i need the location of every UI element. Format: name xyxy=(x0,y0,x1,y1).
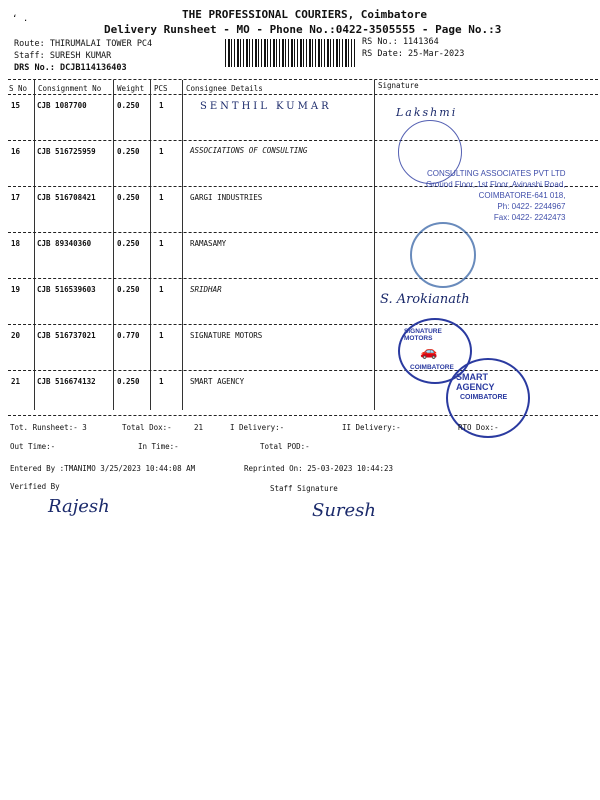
row-21-consignee: SMART AGENCY xyxy=(190,377,245,386)
col-sno: S No xyxy=(9,84,28,93)
rs-date: RS Date: 25-Mar-2023 xyxy=(362,49,465,59)
total-dox-value: 21 xyxy=(194,423,204,432)
row-16-cn: CJB 516725959 xyxy=(37,147,96,156)
row-19-sno: 19 xyxy=(11,285,21,294)
row-17-consignee: GARGI INDUSTRIES xyxy=(190,193,263,202)
row-15-pcs: 1 xyxy=(159,101,164,110)
signature-motors-city: COIMBATORE xyxy=(410,364,454,371)
round-stamp-green xyxy=(410,222,476,288)
consulting-line-4: Ph: 0422- 2244967 xyxy=(497,202,566,211)
row-19-weight: 0.250 xyxy=(117,285,140,294)
row-20-pcs: 1 xyxy=(159,331,164,340)
car-icon: 🚗 xyxy=(420,344,438,360)
signature-motors-label: SIGNATURE MOTORS xyxy=(404,328,442,342)
row-15-consignee-handwritten: SENTHIL KUMAR xyxy=(200,101,332,112)
row-15-cn: CJB 1087700 xyxy=(37,101,87,110)
table-top-rule xyxy=(8,79,598,80)
row-18-pcs: 1 xyxy=(159,239,164,248)
col-divider xyxy=(374,80,375,410)
out-time: Out Time:- xyxy=(10,442,56,451)
runsheet-subtitle: Delivery Runsheet - MO - Phone No.:0422-3505555 - Page No.:3 xyxy=(104,23,502,36)
row-16-pcs: 1 xyxy=(159,147,164,156)
row-16-consignee: ASSOCIATIONS OF CONSULTING xyxy=(190,146,308,155)
row-16-weight: 0.250 xyxy=(117,147,140,156)
table-header-rule xyxy=(8,94,598,95)
staff-signature-label: Staff Signature xyxy=(270,484,338,493)
row-rule xyxy=(8,140,598,141)
smart-agency-label: SMART AGENCY xyxy=(456,372,495,392)
row-20-sno: 20 xyxy=(11,331,21,340)
row-21-weight: 0.250 xyxy=(117,377,140,386)
verified-by-label: Verified By xyxy=(10,482,60,491)
i-delivery: I Delivery:- xyxy=(230,423,285,432)
row-rule xyxy=(8,278,598,279)
row-17-sno: 17 xyxy=(11,193,21,202)
entered-by: Entered By :TMANIMO 3/25/2023 10:44:08 AM xyxy=(10,464,196,473)
reprinted-on: Reprinted On: 25-03-2023 10:44:23 xyxy=(244,464,394,473)
total-pod: Total POD:- xyxy=(260,442,310,451)
route: Route: THIRUMALAI TOWER PC4 xyxy=(14,39,153,49)
row-rule xyxy=(8,324,598,325)
tot-runsheet: Tot. Runsheet:- 3 xyxy=(10,423,87,432)
row-20-weight: 0.770 xyxy=(117,331,140,340)
consulting-line-2: Ground Floor, 1st Floor, Avinashi Road, xyxy=(426,180,566,189)
row-18-sno: 18 xyxy=(11,239,21,248)
drs-number: DRS No.: DCJB114136403 xyxy=(14,63,127,73)
ii-delivery: II Delivery:- xyxy=(342,423,401,432)
col-divider xyxy=(182,80,183,410)
barcode xyxy=(225,39,355,67)
col-weight: Weight xyxy=(117,84,145,93)
row-19-consignee: SRIDHAR xyxy=(190,285,222,294)
row-17-cn: CJB 516708421 xyxy=(37,193,96,202)
rs-number: RS No.: 1141364 xyxy=(362,37,439,47)
row-16-sno: 16 xyxy=(11,147,21,156)
row-rule xyxy=(8,232,598,233)
row-18-weight: 0.250 xyxy=(117,239,140,248)
row-19-pcs: 1 xyxy=(159,285,164,294)
staff-signature: Suresh xyxy=(312,500,377,521)
row-21-sno: 21 xyxy=(11,377,21,386)
consulting-line-5: Fax: 0422- 2242473 xyxy=(493,213,566,222)
col-divider xyxy=(34,80,35,410)
row-20-consignee: SIGNATURE MOTORS xyxy=(190,331,263,340)
col-consignment: Consignment No xyxy=(38,84,102,93)
corner-mark: ʻ . xyxy=(12,14,29,24)
staff: Staff: SURESH KUMAR xyxy=(14,51,112,61)
row-15-weight: 0.250 xyxy=(117,101,140,110)
row-18-cn: CJB 89340360 xyxy=(37,239,92,248)
col-signature: Signature xyxy=(378,81,419,90)
rto-dox: RTO Dox:- xyxy=(458,423,499,432)
row-21-pcs: 1 xyxy=(159,377,164,386)
row-15-sno: 15 xyxy=(11,101,21,110)
verified-signature: Rajesh xyxy=(48,496,110,517)
col-divider xyxy=(150,80,151,410)
row-20-cn: CJB 516737021 xyxy=(37,331,96,340)
col-pcs: PCS xyxy=(154,84,168,93)
row-15-signature: Lakshmi xyxy=(396,106,458,119)
row-21-cn: CJB 516674132 xyxy=(37,377,96,386)
row-17-weight: 0.250 xyxy=(117,193,140,202)
smart-agency-city: COIMBATORE xyxy=(460,394,508,401)
consulting-line-1: CONSULTING ASSOCIATES PVT LTD xyxy=(426,169,566,178)
total-dox-label: Total Dox:- xyxy=(122,423,172,432)
company-title: THE PROFESSIONAL COURIERS, Coimbatore xyxy=(182,8,428,21)
row-19-signature: S. Arokianath xyxy=(380,292,470,307)
consulting-stamp-text xyxy=(398,168,565,223)
in-time: In Time:- xyxy=(138,442,179,451)
col-divider xyxy=(113,80,114,410)
row-19-cn: CJB 516539603 xyxy=(37,285,96,294)
col-consignee: Consignee Details xyxy=(186,84,263,93)
consulting-line-3: COIMBATORE-641 018, xyxy=(478,191,566,200)
row-17-pcs: 1 xyxy=(159,193,164,202)
row-18-consignee: RAMASAMY xyxy=(190,239,227,248)
